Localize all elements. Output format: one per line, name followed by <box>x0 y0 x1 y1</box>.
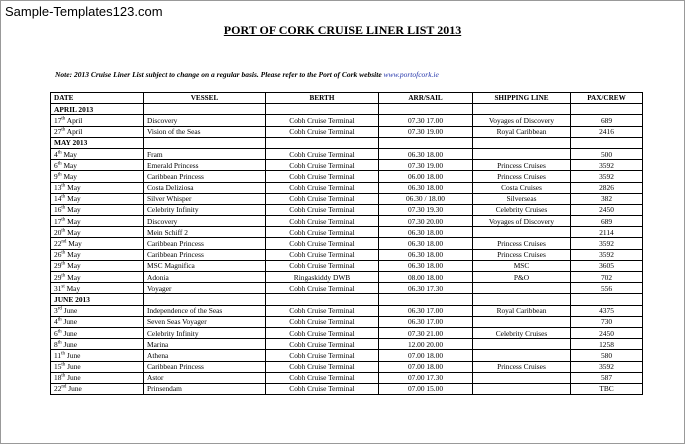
date-suffix: th <box>57 150 62 156</box>
berth-cell: Cobh Cruise Terminal <box>266 171 379 182</box>
table-row <box>51 227 643 238</box>
pax-crew-cell: 730 <box>571 316 643 327</box>
arr-sail-cell: 06.00 18.00 <box>379 171 473 182</box>
pax-crew-cell: 556 <box>571 283 643 294</box>
pax-crew-cell: 2114 <box>571 227 643 238</box>
shipping-line-cell <box>473 372 571 383</box>
empty-cell <box>473 137 571 148</box>
date-suffix: th <box>61 194 66 200</box>
empty-cell <box>144 137 266 148</box>
table-row <box>51 204 643 215</box>
date-month: May <box>63 160 78 170</box>
vessel-cell: Emerald Princess <box>144 160 266 171</box>
table-row <box>51 283 643 294</box>
pax-crew-cell: 702 <box>571 272 643 283</box>
vessel-cell: Costa Deliziosa <box>144 182 266 193</box>
month-section-label: JUNE 2013 <box>51 294 144 305</box>
header-shipping-line: SHIPPING LINE <box>473 93 571 104</box>
empty-cell <box>144 104 266 115</box>
pax-crew-cell: 2416 <box>571 126 643 137</box>
date-suffix: th <box>57 317 62 323</box>
arr-sail-cell: 06.30 17.00 <box>379 316 473 327</box>
berth-cell: Cobh Cruise Terminal <box>266 283 379 294</box>
date-suffix: th <box>61 250 66 256</box>
date-cell <box>51 339 144 350</box>
table-row <box>51 372 643 383</box>
cruise-liner-table <box>50 92 643 395</box>
vessel-cell: Vision of the Seas <box>144 126 266 137</box>
date-cell <box>51 115 144 126</box>
shipping-line-cell: Princess Cruises <box>473 160 571 171</box>
shipping-line-cell: Royal Caribbean <box>473 126 571 137</box>
berth-cell: Cobh Cruise Terminal <box>266 372 379 383</box>
empty-cell <box>473 294 571 305</box>
date-month: May <box>67 250 81 260</box>
month-section-row <box>51 294 643 305</box>
date-suffix: th <box>61 261 66 267</box>
date-day: 13 <box>54 183 62 193</box>
date-day: 31 <box>54 283 62 293</box>
document-title: PORT OF CORK CRUISE LINER LIST 2013 <box>223 23 462 37</box>
date-month: May <box>67 194 81 204</box>
table-row <box>51 383 643 394</box>
arr-sail-cell: 06.30 18.00 <box>379 249 473 260</box>
date-cell <box>51 316 144 327</box>
date-cell <box>51 238 144 249</box>
pax-crew-cell: 3592 <box>571 160 643 171</box>
date-month: May <box>68 239 82 249</box>
table-row <box>51 216 643 227</box>
table-row <box>51 260 643 271</box>
arr-sail-cell: 07.30 21.00 <box>379 327 473 338</box>
arr-sail-cell: 12.00 20.00 <box>379 339 473 350</box>
date-cell <box>51 260 144 271</box>
pax-crew-cell: 3605 <box>571 260 643 271</box>
date-month: May <box>63 171 78 181</box>
vessel-cell: Discovery <box>144 216 266 227</box>
shipping-line-cell: Princess Cruises <box>473 238 571 249</box>
table-row <box>51 361 643 372</box>
date-day: 6 <box>54 160 58 170</box>
date-suffix: th <box>61 183 66 189</box>
date-suffix: th <box>61 217 66 223</box>
date-month: June <box>63 317 78 327</box>
vessel-cell: Silver Whisper <box>144 193 266 204</box>
date-month: June <box>67 362 81 372</box>
date-month: May <box>67 261 81 271</box>
date-cell <box>51 216 144 227</box>
date-month: April <box>66 115 83 125</box>
date-month: June <box>66 350 81 360</box>
pax-crew-cell: 382 <box>571 193 643 204</box>
shipping-line-cell: Voyages of Discovery <box>473 216 571 227</box>
shipping-line-cell: Costa Cruises <box>473 182 571 193</box>
date-day: 18 <box>54 373 62 383</box>
arr-sail-cell: 07.00 18.00 <box>379 350 473 361</box>
arr-sail-cell: 06.30 17.00 <box>379 305 473 316</box>
table-row <box>51 272 643 283</box>
berth-cell: Cobh Cruise Terminal <box>266 227 379 238</box>
date-suffix: nd <box>61 239 67 245</box>
arr-sail-cell: 07.30 19.00 <box>379 160 473 171</box>
table-row <box>51 238 643 249</box>
date-cell <box>51 193 144 204</box>
empty-cell <box>266 137 379 148</box>
date-month: May <box>67 183 81 193</box>
pax-crew-cell: 3592 <box>571 361 643 372</box>
table-row <box>51 193 643 204</box>
pax-crew-cell: 689 <box>571 115 643 126</box>
date-day: 14 <box>54 194 62 204</box>
vessel-cell: Celebrity Infinity <box>144 204 266 215</box>
shipping-line-cell: Princess Cruises <box>473 361 571 372</box>
table-row <box>51 327 643 338</box>
table-row <box>51 249 643 260</box>
date-month: May <box>67 227 81 237</box>
date-suffix: th <box>57 340 62 346</box>
date-month: May <box>67 272 81 282</box>
empty-cell <box>379 104 473 115</box>
berth-cell: Cobh Cruise Terminal <box>266 327 379 338</box>
date-cell <box>51 160 144 171</box>
vessel-cell: Celebrity Infinity <box>144 327 266 338</box>
shipping-line-cell: Silverseas <box>473 193 571 204</box>
vessel-cell: Marina <box>144 339 266 350</box>
month-section-row <box>51 104 643 115</box>
arr-sail-cell: 06.30 18.00 <box>379 260 473 271</box>
berth-cell: Ringaskiddy DWB <box>266 272 379 283</box>
shipping-line-cell <box>473 350 571 361</box>
pax-crew-cell: 689 <box>571 216 643 227</box>
vessel-cell: Caribbean Princess <box>144 238 266 249</box>
empty-cell <box>473 104 571 115</box>
date-cell <box>51 383 144 394</box>
vessel-cell: Prinsendam <box>144 383 266 394</box>
date-cell <box>51 227 144 238</box>
date-cell <box>51 305 144 316</box>
pax-crew-cell: 500 <box>571 148 643 159</box>
shipping-line-cell <box>473 283 571 294</box>
table-row <box>51 182 643 193</box>
empty-cell <box>144 294 266 305</box>
arr-sail-cell: 07.00 18.00 <box>379 361 473 372</box>
berth-cell: Cobh Cruise Terminal <box>266 350 379 361</box>
empty-cell <box>571 104 643 115</box>
header-arr-sail: ARR/SAIL <box>379 93 473 104</box>
date-suffix: th <box>61 273 66 279</box>
date-month: May <box>67 216 81 226</box>
date-cell <box>51 148 144 159</box>
empty-cell <box>379 137 473 148</box>
date-cell <box>51 350 144 361</box>
date-day: 27 <box>54 127 62 137</box>
date-day: 8 <box>54 339 58 349</box>
pax-crew-cell: 3592 <box>571 249 643 260</box>
empty-cell <box>266 294 379 305</box>
date-month: June <box>67 373 81 383</box>
arr-sail-cell: 07.30 17.00 <box>379 115 473 126</box>
pax-crew-cell: 587 <box>571 372 643 383</box>
month-section-label: APRIL 2013 <box>51 104 144 115</box>
berth-cell: Cobh Cruise Terminal <box>266 249 379 260</box>
date-cell <box>51 249 144 260</box>
shipping-line-cell: Celebrity Cruises <box>473 204 571 215</box>
date-day: 9 <box>54 171 58 181</box>
date-day: 17 <box>54 216 62 226</box>
month-section-row <box>51 137 643 148</box>
vessel-cell: Caribbean Princess <box>144 249 266 260</box>
table-row <box>51 339 643 350</box>
date-day: 22 <box>54 384 62 394</box>
date-month: June <box>68 384 82 394</box>
date-cell <box>51 361 144 372</box>
date-suffix: nd <box>61 385 67 390</box>
date-day: 20 <box>54 227 62 237</box>
shipping-line-cell: Princess Cruises <box>473 171 571 182</box>
table-row <box>51 316 643 327</box>
date-cell <box>51 272 144 283</box>
date-day: 3 <box>54 306 58 316</box>
date-day: 4 <box>54 149 58 159</box>
berth-cell: Cobh Cruise Terminal <box>266 193 379 204</box>
note <box>55 70 439 79</box>
date-cell <box>51 372 144 383</box>
port-website-link[interactable]: www.portofcork.ie <box>383 70 439 79</box>
berth-cell: Cobh Cruise Terminal <box>266 204 379 215</box>
vessel-cell: Mein Schiff 2 <box>144 227 266 238</box>
shipping-line-cell: MSC <box>473 260 571 271</box>
date-day: 4 <box>54 317 58 327</box>
pax-crew-cell: 1258 <box>571 339 643 350</box>
table-row <box>51 305 643 316</box>
shipping-line-cell <box>473 148 571 159</box>
date-month: June <box>63 306 78 316</box>
table-row <box>51 148 643 159</box>
date-cell <box>51 327 144 338</box>
date-suffix: st <box>61 284 65 290</box>
date-month: June <box>63 328 78 338</box>
table-row <box>51 115 643 126</box>
date-cell <box>51 126 144 137</box>
table-row <box>51 126 643 137</box>
shipping-line-cell: Princess Cruises <box>473 249 571 260</box>
berth-cell: Cobh Cruise Terminal <box>266 361 379 372</box>
watermark: Sample-Templates123.com <box>5 4 163 19</box>
berth-cell: Cobh Cruise Terminal <box>266 148 379 159</box>
note-text: Note: 2013 Cruise Liner List subject to change on a regular basis. Please refer to the Port of Cork website <box>55 70 382 79</box>
berth-cell: Cobh Cruise Terminal <box>266 339 379 350</box>
date-day: 22 <box>54 239 62 249</box>
date-month: May <box>66 283 81 293</box>
berth-cell: Cobh Cruise Terminal <box>266 238 379 249</box>
arr-sail-cell: 07.00 17.30 <box>379 372 473 383</box>
pax-crew-cell: 2826 <box>571 182 643 193</box>
berth-cell: Cobh Cruise Terminal <box>266 126 379 137</box>
date-suffix: th <box>57 161 62 167</box>
berth-cell: Cobh Cruise Terminal <box>266 260 379 271</box>
date-day: 26 <box>54 250 62 260</box>
vessel-cell: Caribbean Princess <box>144 171 266 182</box>
pax-crew-cell: TBC <box>571 383 643 394</box>
month-section-label: MAY 2013 <box>51 137 144 148</box>
arr-sail-cell: 08.00 18.00 <box>379 272 473 283</box>
arr-sail-cell: 06.30 18.00 <box>379 182 473 193</box>
arr-sail-cell: 07.30 19.00 <box>379 126 473 137</box>
header-pax-crew: PAX/CREW <box>571 93 643 104</box>
berth-cell: Cobh Cruise Terminal <box>266 305 379 316</box>
shipping-line-cell: Voyages of Discovery <box>473 115 571 126</box>
header-berth: BERTH <box>266 93 379 104</box>
pax-crew-cell: 2450 <box>571 204 643 215</box>
vessel-cell: Caribbean Princess <box>144 361 266 372</box>
date-suffix: th <box>61 373 66 379</box>
berth-cell: Cobh Cruise Terminal <box>266 160 379 171</box>
vessel-cell: Astor <box>144 372 266 383</box>
arr-sail-cell: 06.30 18.00 <box>379 148 473 159</box>
shipping-line-cell <box>473 227 571 238</box>
empty-cell <box>571 137 643 148</box>
pax-crew-cell: 3592 <box>571 238 643 249</box>
empty-cell <box>379 294 473 305</box>
date-cell <box>51 283 144 294</box>
shipping-line-cell <box>473 383 571 394</box>
arr-sail-cell: 07.30 20.00 <box>379 216 473 227</box>
date-suffix: rd <box>57 306 62 312</box>
berth-cell: Cobh Cruise Terminal <box>266 182 379 193</box>
table-row <box>51 160 643 171</box>
arr-sail-cell: 06.30 18.00 <box>379 238 473 249</box>
date-day: 29 <box>54 272 62 282</box>
shipping-line-cell: Royal Caribbean <box>473 305 571 316</box>
berth-cell: Cobh Cruise Terminal <box>266 316 379 327</box>
date-day: 15 <box>54 362 62 372</box>
arr-sail-cell: 06.30 18.00 <box>379 227 473 238</box>
table-header-row <box>51 93 643 104</box>
arr-sail-cell: 07.30 19.30 <box>379 204 473 215</box>
berth-cell: Cobh Cruise Terminal <box>266 115 379 126</box>
date-suffix: th <box>61 362 66 368</box>
date-suffix: th <box>61 116 66 122</box>
berth-cell: Cobh Cruise Terminal <box>266 216 379 227</box>
empty-cell <box>571 294 643 305</box>
shipping-line-cell: Celebrity Cruises <box>473 327 571 338</box>
vessel-cell: Independence of the Seas <box>144 305 266 316</box>
shipping-line-cell <box>473 339 571 350</box>
vessel-cell: Adonia <box>144 272 266 283</box>
vessel-cell: Athena <box>144 350 266 361</box>
vessel-cell: Voyager <box>144 283 266 294</box>
date-day: 17 <box>54 115 62 125</box>
header-date: DATE <box>51 93 144 104</box>
date-month: June <box>63 339 78 349</box>
date-day: 11 <box>54 350 62 360</box>
date-day: 29 <box>54 261 62 271</box>
date-suffix: th <box>61 206 66 211</box>
shipping-line-cell: P&O <box>473 272 571 283</box>
date-suffix: th <box>57 329 62 335</box>
date-suffix: th <box>57 172 62 178</box>
vessel-cell: Fram <box>144 148 266 159</box>
header-vessel: VESSEL <box>144 93 266 104</box>
vessel-cell: Discovery <box>144 115 266 126</box>
pax-crew-cell: 580 <box>571 350 643 361</box>
date-suffix: th <box>61 351 66 357</box>
vessel-cell: MSC Magnifica <box>144 260 266 271</box>
date-month: April <box>66 127 83 137</box>
date-cell <box>51 171 144 182</box>
pax-crew-cell: 4375 <box>571 305 643 316</box>
date-day: 6 <box>54 328 58 338</box>
shipping-line-cell <box>473 316 571 327</box>
arr-sail-cell: 06.30 / 18.00 <box>379 193 473 204</box>
arr-sail-cell: 06.30 17.30 <box>379 283 473 294</box>
pax-crew-cell: 3592 <box>571 171 643 182</box>
vessel-cell: Seven Seas Voyager <box>144 316 266 327</box>
arr-sail-cell: 07.00 15.00 <box>379 383 473 394</box>
date-suffix: th <box>61 127 66 133</box>
date-month: May <box>67 205 81 215</box>
table-row <box>51 171 643 182</box>
date-cell <box>51 204 144 215</box>
date-suffix: th <box>61 228 66 234</box>
empty-cell <box>266 104 379 115</box>
date-day: 16 <box>54 205 62 215</box>
pax-crew-cell: 2450 <box>571 327 643 338</box>
table-row <box>51 350 643 361</box>
date-month: May <box>63 149 78 159</box>
date-cell <box>51 182 144 193</box>
berth-cell: Cobh Cruise Terminal <box>266 383 379 394</box>
